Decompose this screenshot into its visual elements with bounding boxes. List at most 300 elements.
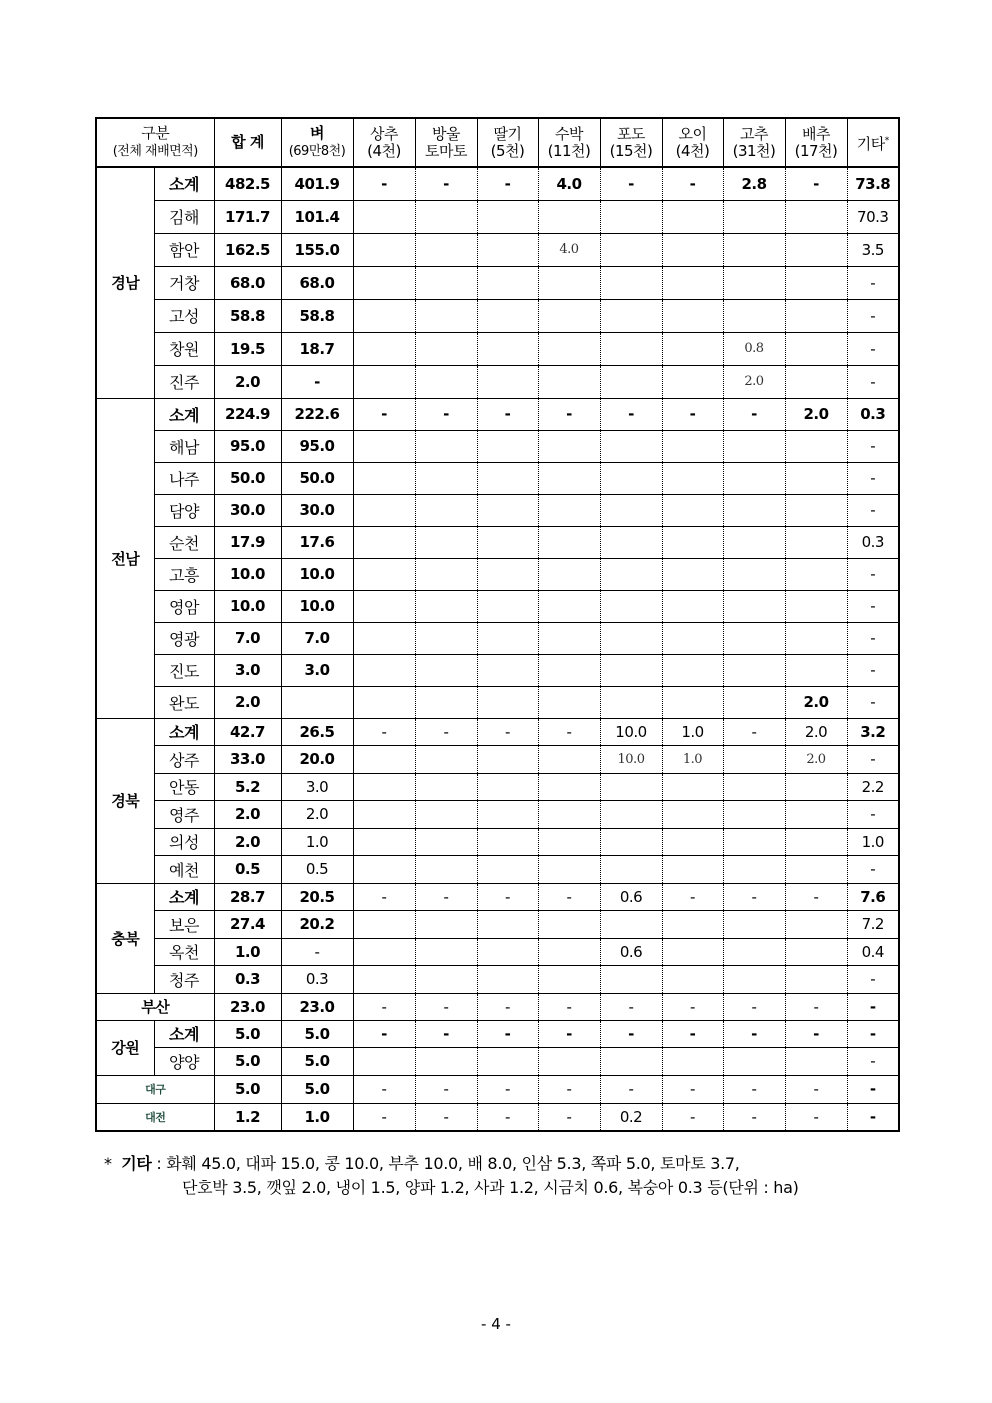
subregion-cell: 청주 [154, 966, 214, 994]
rice-cell: 58.8 [281, 299, 353, 332]
total-cell: 7.0 [214, 622, 281, 654]
crop-cell [600, 801, 662, 829]
rice-cell: 17.6 [281, 526, 353, 558]
crop-cell [785, 365, 847, 398]
crop-cell [353, 966, 415, 994]
total-cell: 23.0 [214, 993, 281, 1020]
crop-cell [600, 828, 662, 856]
crop-cell [662, 558, 723, 590]
crop-cell [600, 266, 662, 299]
crop-cell [785, 494, 847, 526]
crop-cell [723, 590, 785, 622]
crop-cell [662, 365, 723, 398]
other-cell: - [847, 654, 899, 686]
rice-cell: 101.4 [281, 200, 353, 233]
crop-cell [600, 299, 662, 332]
crop-cell [723, 966, 785, 994]
crop-cell [723, 773, 785, 801]
table-row [96, 622, 899, 654]
other-cell: - [847, 430, 899, 462]
crop-cell: - [785, 883, 847, 911]
crop-cell [477, 430, 538, 462]
crop-cell [415, 365, 477, 398]
crop-cell [662, 462, 723, 494]
crop-cell: - [662, 883, 723, 911]
header-crop [785, 118, 847, 167]
crop-cell [415, 462, 477, 494]
crop-cell: 0.2 [600, 1103, 662, 1131]
header-crop-name: 상추 [370, 124, 398, 143]
header-crop-sub: (4천) [675, 141, 710, 160]
crop-cell [353, 526, 415, 558]
rice-cell: 10.0 [281, 590, 353, 622]
crop-cell: 2.0 [785, 718, 847, 746]
subregion-cell: 완도 [154, 686, 214, 718]
subregion-cell: 의성 [154, 828, 214, 856]
crop-cell: - [723, 1075, 785, 1103]
table-row [96, 430, 899, 462]
crop-cell [785, 966, 847, 994]
crop-cell [538, 200, 600, 233]
crop-cell [353, 856, 415, 884]
other-cell: - [847, 1075, 899, 1103]
region-cell: 전남 [96, 398, 154, 718]
other-cell: - [847, 746, 899, 774]
crop-cell [600, 686, 662, 718]
crop-cell [785, 462, 847, 494]
crop-cell [353, 462, 415, 494]
crop-cell: - [785, 1103, 847, 1131]
crop-cell [538, 773, 600, 801]
header-crop-sub: (17천) [794, 141, 838, 160]
crop-cell: - [723, 718, 785, 746]
total-cell: 5.2 [214, 773, 281, 801]
subregion-cell: 창원 [154, 332, 214, 365]
subregion-cell: 고흥 [154, 558, 214, 590]
crop-cell [662, 299, 723, 332]
crop-cell [600, 365, 662, 398]
crop-cell: - [353, 718, 415, 746]
header-crop-sub: 토마토 [425, 141, 467, 160]
crop-cell: - [600, 993, 662, 1020]
crop-cell [723, 1048, 785, 1076]
header-category-sub: (전체 재배면적) [112, 144, 198, 159]
crop-cell: - [538, 398, 600, 430]
crop-cell [415, 590, 477, 622]
other-cell: 7.2 [847, 911, 899, 939]
crop-cell [353, 746, 415, 774]
crop-cell: - [538, 718, 600, 746]
rice-cell: 3.0 [281, 773, 353, 801]
crop-cell [477, 365, 538, 398]
total-cell: 0.3 [214, 966, 281, 994]
header-crop-name: 포도 [617, 124, 645, 143]
crop-cell: - [538, 1075, 600, 1103]
crop-cell [600, 494, 662, 526]
crop-cell: - [662, 167, 723, 200]
crop-cell [353, 299, 415, 332]
region-cell: 강원 [96, 1020, 154, 1075]
rice-cell: 30.0 [281, 494, 353, 526]
other-cell: - [847, 299, 899, 332]
rice-cell: 2.0 [281, 801, 353, 829]
header-crop-name: 고추 [740, 124, 768, 143]
crop-cell: 2.0 [785, 686, 847, 718]
crop-cell [600, 911, 662, 939]
total-cell: 482.5 [214, 167, 281, 200]
crop-cell [662, 938, 723, 966]
footnote-mark: * [104, 1154, 112, 1173]
other-cell: - [847, 1020, 899, 1048]
total-cell: 2.0 [214, 828, 281, 856]
rice-cell: 26.5 [281, 718, 353, 746]
crop-cell [415, 746, 477, 774]
header-category-label: 구분 [141, 124, 170, 142]
total-cell: 171.7 [214, 200, 281, 233]
rice-cell: 50.0 [281, 462, 353, 494]
crop-cell: - [723, 993, 785, 1020]
crop-cell [415, 911, 477, 939]
crop-cell [785, 430, 847, 462]
crop-cell [785, 332, 847, 365]
crop-cell [353, 654, 415, 686]
crop-cell [477, 233, 538, 266]
subregion-cell: 나주 [154, 462, 214, 494]
header-rice-label: 벼 [310, 124, 324, 142]
total-cell: 19.5 [214, 332, 281, 365]
crop-cell [477, 200, 538, 233]
subregion-cell: 거창 [154, 266, 214, 299]
crop-cell [600, 233, 662, 266]
footnote-line1: : 화훼 45.0, 대파 15.0, 콩 10.0, 부추 10.0, 배 8.0, 인삼 5.3, 쪽파 5.0, 토마토 3.7, [156, 1154, 740, 1173]
table-row [96, 966, 899, 994]
crop-cell [662, 654, 723, 686]
crop-cell [600, 526, 662, 558]
other-cell: 7.6 [847, 883, 899, 911]
crop-cell [538, 430, 600, 462]
subregion-cell: 김해 [154, 200, 214, 233]
crop-cell [600, 462, 662, 494]
crop-cell [662, 430, 723, 462]
crop-cell [723, 233, 785, 266]
crop-cell [415, 938, 477, 966]
crop-cell: - [600, 1020, 662, 1048]
crop-cell: - [723, 1020, 785, 1048]
crop-cell [415, 654, 477, 686]
header-other-label: 기타 [856, 134, 885, 153]
total-cell: 17.9 [214, 526, 281, 558]
other-cell: 0.3 [847, 398, 899, 430]
rice-cell: 222.6 [281, 398, 353, 430]
other-cell: - [847, 1048, 899, 1076]
crop-cell: - [538, 1103, 600, 1131]
crop-cell [353, 801, 415, 829]
subregion-cell: 해남 [154, 430, 214, 462]
header-rice [281, 118, 353, 167]
rice-cell [281, 686, 353, 718]
crop-cell: - [477, 883, 538, 911]
region-cell: 대전 [96, 1103, 214, 1131]
total-cell: 95.0 [214, 430, 281, 462]
crop-cell [477, 266, 538, 299]
other-cell: - [847, 856, 899, 884]
crop-cell [353, 622, 415, 654]
rice-cell: 0.3 [281, 966, 353, 994]
table-row [96, 718, 899, 746]
crop-cell [353, 590, 415, 622]
other-cell: - [847, 365, 899, 398]
table-row [96, 332, 899, 365]
crop-cell [477, 746, 538, 774]
crop-cell [785, 1048, 847, 1076]
crop-cell [415, 686, 477, 718]
table-row [96, 828, 899, 856]
total-cell: 2.0 [214, 801, 281, 829]
crop-cell [477, 828, 538, 856]
crop-cell: - [353, 398, 415, 430]
crop-cell [662, 911, 723, 939]
rice-cell: 401.9 [281, 167, 353, 200]
subregion-cell: 진도 [154, 654, 214, 686]
crop-cell [477, 622, 538, 654]
rice-cell: 1.0 [281, 1103, 353, 1131]
subregion-cell: 보은 [154, 911, 214, 939]
total-cell: 50.0 [214, 462, 281, 494]
other-cell: - [847, 462, 899, 494]
footnote [104, 1152, 799, 1200]
crop-cell [538, 590, 600, 622]
other-cell: 1.0 [847, 828, 899, 856]
crop-cell [662, 801, 723, 829]
header-crop-sub: (11천) [547, 141, 591, 160]
crop-cell [477, 801, 538, 829]
header-crop [415, 118, 477, 167]
rice-cell: 23.0 [281, 993, 353, 1020]
rice-cell: - [281, 365, 353, 398]
table-row [96, 993, 899, 1020]
crop-cell [785, 622, 847, 654]
crop-cell [415, 856, 477, 884]
region-cell: 대구 [96, 1075, 214, 1103]
crop-cell [723, 200, 785, 233]
crop-cell: - [353, 167, 415, 200]
subregion-cell: 양양 [154, 1048, 214, 1076]
crop-cell [662, 622, 723, 654]
table-row [96, 773, 899, 801]
crop-cell [415, 200, 477, 233]
table-row [96, 686, 899, 718]
crop-cell [538, 966, 600, 994]
other-cell: 3.5 [847, 233, 899, 266]
crop-cell [662, 856, 723, 884]
subregion-cell: 소계 [154, 398, 214, 430]
header-crop [600, 118, 662, 167]
rice-cell: 7.0 [281, 622, 353, 654]
subregion-cell: 소계 [154, 167, 214, 200]
header-crop-name: 오이 [678, 124, 707, 143]
crop-cell: - [477, 167, 538, 200]
crop-cell: 2.0 [723, 365, 785, 398]
crop-cell [477, 462, 538, 494]
table-row [96, 526, 899, 558]
crop-cell [477, 299, 538, 332]
crop-cell: - [415, 1103, 477, 1131]
total-cell: 5.0 [214, 1020, 281, 1048]
crop-cell [723, 266, 785, 299]
crop-cell [353, 558, 415, 590]
region-cell: 충북 [96, 883, 154, 993]
crop-cell [723, 430, 785, 462]
crop-cell [477, 654, 538, 686]
crop-cell [415, 801, 477, 829]
other-cell: 70.3 [847, 200, 899, 233]
crop-cell [415, 430, 477, 462]
other-cell: - [847, 266, 899, 299]
crop-cell [477, 1048, 538, 1076]
crop-cell [785, 558, 847, 590]
total-cell: 68.0 [214, 266, 281, 299]
region-cell: 경남 [96, 167, 154, 398]
header-crop [538, 118, 600, 167]
other-cell: 3.2 [847, 718, 899, 746]
other-cell: - [847, 966, 899, 994]
footnote-line2: 단호박 3.5, 깻잎 2.0, 냉이 1.5, 양파 1.2, 사과 1.2, 시금치 0.6, 복숭아 0.3 등(단위 : ha) [182, 1178, 799, 1197]
crop-cell: - [353, 1103, 415, 1131]
subregion-cell: 상주 [154, 746, 214, 774]
crop-cell: - [662, 398, 723, 430]
crop-cell [415, 299, 477, 332]
total-cell: 5.0 [214, 1048, 281, 1076]
crop-cell: - [600, 1075, 662, 1103]
other-cell: - [847, 801, 899, 829]
crop-cell: - [662, 993, 723, 1020]
header-crop-name: 방울 [432, 124, 460, 143]
crop-cell [785, 828, 847, 856]
crop-cell: 4.0 [538, 167, 600, 200]
crop-cell [600, 622, 662, 654]
crop-cell [538, 801, 600, 829]
table-row [96, 746, 899, 774]
other-cell: - [847, 1103, 899, 1131]
crop-cell [662, 686, 723, 718]
crop-cell: - [415, 398, 477, 430]
subregion-cell: 소계 [154, 883, 214, 911]
crop-cell: - [785, 993, 847, 1020]
crop-cell [785, 856, 847, 884]
crop-cell [415, 622, 477, 654]
header-other-mark: * [884, 135, 889, 146]
crop-cell: - [415, 718, 477, 746]
crop-cell [477, 686, 538, 718]
crop-cell [415, 773, 477, 801]
other-cell: 73.8 [847, 167, 899, 200]
crop-cell [538, 299, 600, 332]
crop-cell [477, 558, 538, 590]
table-row [96, 494, 899, 526]
crop-cell [723, 746, 785, 774]
crop-cell [415, 1048, 477, 1076]
crop-cell: 10.0 [600, 718, 662, 746]
crop-cell [723, 828, 785, 856]
header-crop-sub: (15천) [609, 141, 653, 160]
crop-cell [600, 430, 662, 462]
crop-cell [477, 966, 538, 994]
subregion-cell: 영광 [154, 622, 214, 654]
crop-cell [538, 526, 600, 558]
crop-cell [785, 233, 847, 266]
crop-cell [538, 911, 600, 939]
crop-cell: - [353, 1075, 415, 1103]
rice-cell: 20.5 [281, 883, 353, 911]
crop-cell: - [785, 1075, 847, 1103]
crop-cell: - [662, 1103, 723, 1131]
crop-cell [415, 494, 477, 526]
subregion-cell: 진주 [154, 365, 214, 398]
header-crop [477, 118, 538, 167]
crop-cell: - [477, 1103, 538, 1131]
total-cell: 162.5 [214, 233, 281, 266]
total-cell: 27.4 [214, 911, 281, 939]
table-row [96, 856, 899, 884]
crop-cell: - [353, 883, 415, 911]
crop-cell [353, 938, 415, 966]
crop-cell: - [662, 1020, 723, 1048]
crop-cell [538, 266, 600, 299]
rice-cell: 155.0 [281, 233, 353, 266]
crop-cell [723, 494, 785, 526]
rice-cell: 3.0 [281, 654, 353, 686]
crop-cell: - [415, 1020, 477, 1048]
crop-cell [353, 494, 415, 526]
crop-cell [477, 911, 538, 939]
table-row [96, 1020, 899, 1048]
crop-cell [723, 938, 785, 966]
table-row [96, 299, 899, 332]
crop-cell [785, 773, 847, 801]
subregion-cell: 영주 [154, 801, 214, 829]
crop-cell [415, 526, 477, 558]
other-cell: - [847, 332, 899, 365]
crop-cell: - [477, 993, 538, 1020]
crop-cell [785, 590, 847, 622]
total-cell: 1.2 [214, 1103, 281, 1131]
total-cell: 2.0 [214, 686, 281, 718]
crop-cell: - [662, 1075, 723, 1103]
crop-cell [723, 856, 785, 884]
crop-cell [662, 966, 723, 994]
crop-cell [353, 1048, 415, 1076]
rice-cell: 5.0 [281, 1048, 353, 1076]
crop-cell [785, 801, 847, 829]
crop-cell [723, 526, 785, 558]
crop-cell [723, 654, 785, 686]
header-row [96, 118, 899, 167]
total-cell: 10.0 [214, 558, 281, 590]
header-crop-sub: (4천) [367, 141, 401, 160]
crop-cell [353, 332, 415, 365]
crop-cell: - [538, 883, 600, 911]
rice-cell: 18.7 [281, 332, 353, 365]
rice-cell: 10.0 [281, 558, 353, 590]
subregion-cell: 영암 [154, 590, 214, 622]
crop-cell [353, 266, 415, 299]
rice-cell: 20.0 [281, 746, 353, 774]
subregion-cell: 담양 [154, 494, 214, 526]
crop-cell: 2.8 [723, 167, 785, 200]
crop-cell [538, 365, 600, 398]
crop-cell: - [477, 1020, 538, 1048]
crop-cell [662, 494, 723, 526]
